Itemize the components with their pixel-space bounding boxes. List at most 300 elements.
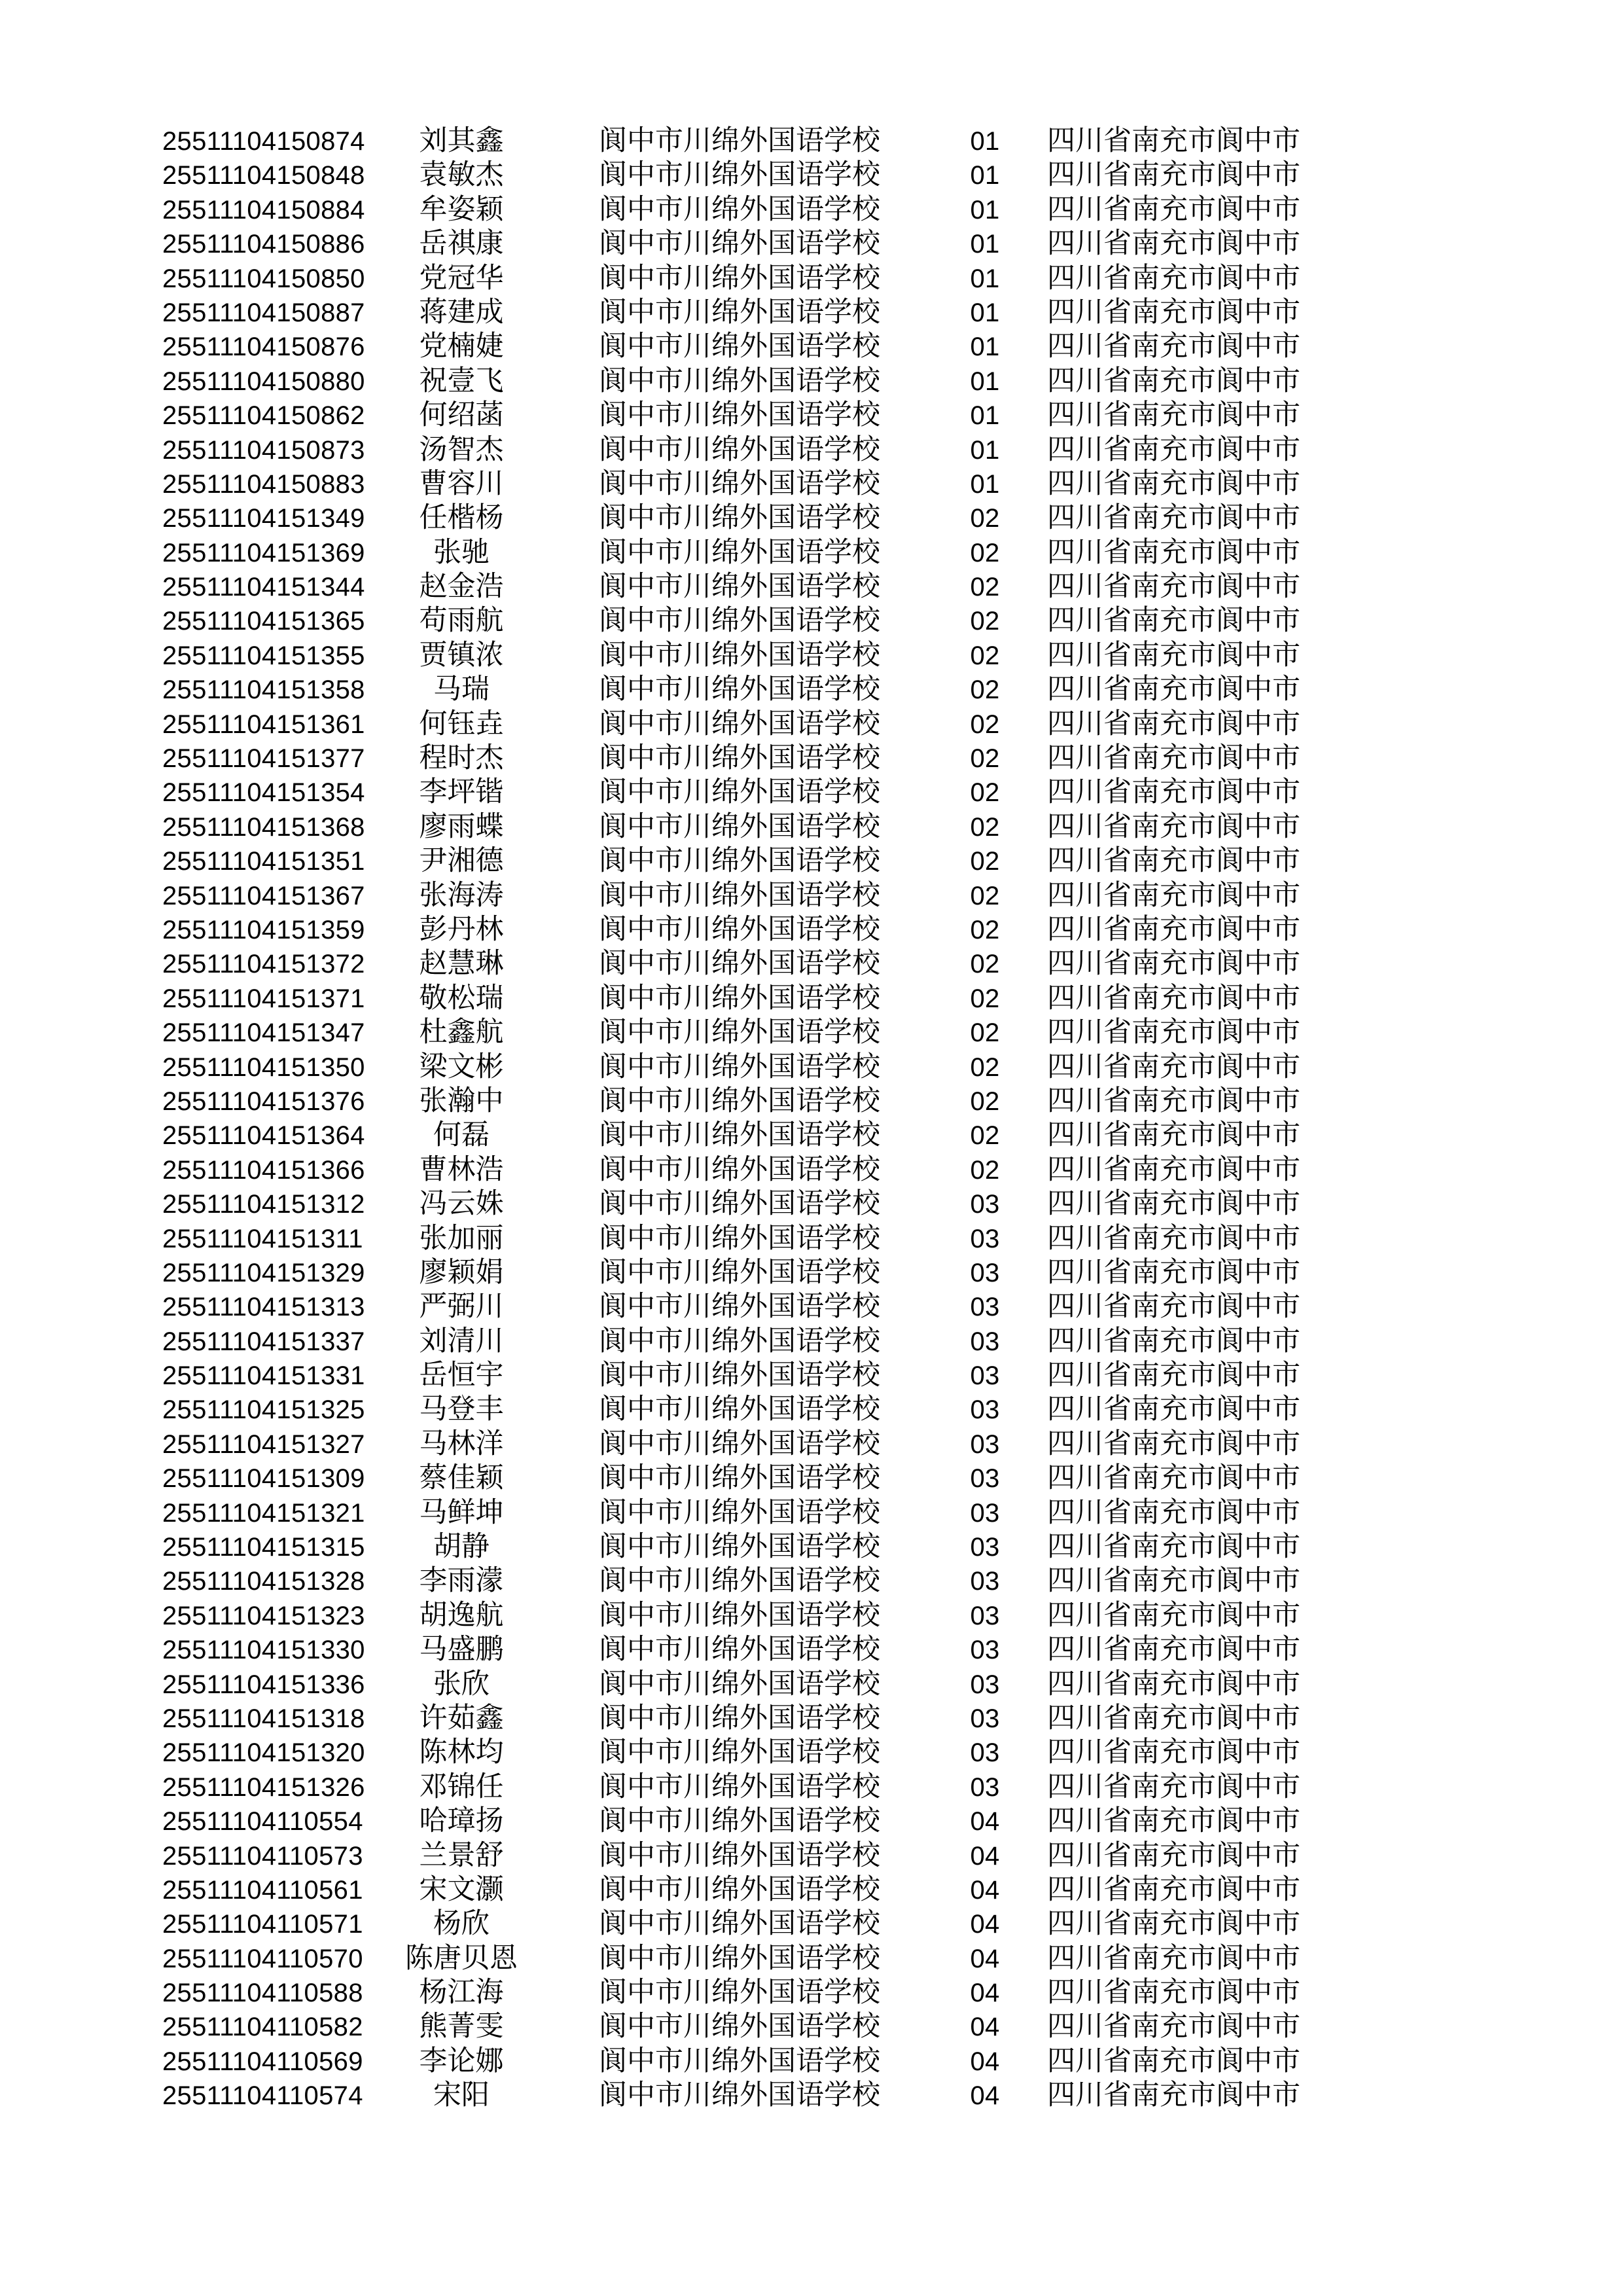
location-cell: 四川省南充市阆中市 [1047,160,1300,191]
class-number-cell: 02 [970,1086,1000,1116]
student-name-cell: 杨欣 [433,1909,490,1940]
student-id-cell: 25511104110570 [162,1944,363,1973]
location-cell: 四川省南充市阆中市 [1047,2011,1300,2043]
student-name-cell: 马鲜坤 [419,1497,504,1528]
student-name-cell: 岳恒宇 [419,1360,504,1391]
school-name-cell: 阆中市川绵外国语学校 [599,777,880,808]
school-name-cell: 阆中市川绵外国语学校 [599,1702,880,1734]
table-row [0,330,1623,364]
table-row [0,1702,1623,1736]
table-row [0,227,1623,261]
school-name-cell: 阆中市川绵外国语学校 [599,1051,880,1083]
table-row [0,1222,1623,1256]
student-id-cell: 25511104150876 [162,332,365,362]
student-name-cell: 马林洋 [419,1428,504,1460]
class-number-cell: 04 [970,2047,1000,2076]
table-row [0,193,1623,227]
student-id-cell: 25511104151336 [162,1670,365,1699]
class-number-cell: 02 [970,950,1000,979]
school-name-cell: 阆中市川绵外国语学校 [599,537,880,568]
school-name-cell: 阆中市川绵外国语学校 [599,1806,880,1837]
student-id-cell: 25511104150880 [162,367,365,396]
class-number-cell: 03 [970,1601,1000,1630]
student-name-cell: 宋阳 [433,2080,490,2111]
school-name-cell: 阆中市川绵外国语学校 [599,1360,880,1391]
class-number-cell: 02 [970,1018,1000,1048]
table-row [0,879,1623,913]
student-id-cell: 25511104151328 [162,1567,365,1596]
class-number-cell: 02 [970,504,1000,533]
school-name-cell: 阆中市川绵外国语学校 [599,1668,880,1700]
student-id-cell: 25511104151326 [162,1772,365,1802]
school-name-cell: 阆中市川绵外国语学校 [599,503,880,534]
table-row [0,673,1623,707]
student-id-cell: 25511104150886 [162,230,365,259]
class-number-cell: 03 [970,1224,1000,1253]
student-name-cell: 赵慧琳 [419,948,504,980]
student-id-cell: 25511104110571 [162,1910,363,1939]
location-cell: 四川省南充市阆中市 [1047,1702,1300,1734]
student-name-cell: 祝壹飞 [419,365,504,397]
student-id-cell: 25511104151359 [162,915,365,944]
table-row [0,1839,1623,1873]
location-cell: 四川省南充市阆中市 [1047,1154,1300,1185]
student-id-cell: 25511104151330 [162,1636,365,1665]
school-name-cell: 阆中市川绵外国语学校 [599,982,880,1014]
student-name-cell: 哈璋扬 [419,1806,504,1837]
student-name-cell: 尹湘德 [419,846,504,877]
class-number-cell: 02 [970,1121,1000,1151]
student-name-cell: 苟雨航 [419,605,504,637]
student-id-cell: 25511104151361 [162,709,365,739]
school-name-cell: 阆中市川绵外国语学校 [599,1291,880,1323]
class-number-cell: 02 [970,847,1000,876]
student-id-cell: 25511104150850 [162,264,365,293]
class-number-cell: 01 [970,298,1000,327]
student-id-cell: 25511104151351 [162,847,365,876]
student-name-cell: 廖雨蝶 [419,811,504,842]
table-row [0,570,1623,604]
school-name-cell: 阆中市川绵外国语学校 [599,1771,880,1803]
location-cell: 四川省南充市阆中市 [1047,1085,1300,1117]
table-row [0,2010,1623,2044]
table-row [0,1564,1623,1598]
location-cell: 四川省南充市阆中市 [1047,1806,1300,1837]
school-name-cell: 阆中市川绵外国语学校 [599,2045,880,2077]
location-cell: 四川省南充市阆中市 [1047,434,1300,465]
school-name-cell: 阆中市川绵外国语学校 [599,468,880,499]
location-cell: 四川省南充市阆中市 [1047,982,1300,1014]
student-name-cell: 杨江海 [419,1977,504,2009]
student-name-cell: 杜鑫航 [419,1017,504,1049]
table-row [0,296,1623,330]
student-id-cell: 25511104150883 [162,469,365,499]
class-number-cell: 02 [970,641,1000,670]
location-cell: 四川省南充市阆中市 [1047,1325,1300,1357]
location-cell: 四川省南充市阆中市 [1047,743,1300,774]
student-name-cell: 党冠华 [419,262,504,294]
student-id-cell: 25511104151315 [162,1533,365,1562]
table-row [0,1359,1623,1393]
school-name-cell: 阆中市川绵外国语学校 [599,1840,880,1871]
school-name-cell: 阆中市川绵外国语学校 [599,743,880,774]
table-row [0,708,1623,742]
location-cell: 四川省南充市阆中市 [1047,1257,1300,1288]
location-cell: 四川省南充市阆中市 [1047,1497,1300,1528]
school-name-cell: 阆中市川绵外国语学校 [599,126,880,156]
school-name-cell: 阆中市川绵外国语学校 [599,1909,880,1940]
class-number-cell: 04 [970,1841,1000,1871]
location-cell: 四川省南充市阆中市 [1047,1394,1300,1426]
student-id-cell: 25511104151337 [162,1327,365,1356]
student-name-cell: 胡静 [433,1532,490,1563]
table-row [0,124,1623,158]
school-name-cell: 阆中市川绵外国语学校 [599,914,880,945]
student-id-cell: 25511104151320 [162,1738,365,1768]
student-name-cell: 曹林浩 [419,1154,504,1185]
school-name-cell: 阆中市川绵外国语学校 [599,674,880,706]
location-cell: 四川省南充市阆中市 [1047,194,1300,225]
location-cell: 四川省南充市阆中市 [1047,1874,1300,1905]
school-name-cell: 阆中市川绵外国语学校 [599,1977,880,2009]
student-id-cell: 25511104110588 [162,1979,363,2008]
student-id-cell: 25511104151344 [162,573,365,602]
location-cell: 四川省南充市阆中市 [1047,1634,1300,1666]
location-cell: 四川省南充市阆中市 [1047,708,1300,740]
student-name-cell: 严弼川 [419,1291,504,1323]
student-name-cell: 李坪锴 [419,777,504,808]
class-number-cell: 03 [970,1498,1000,1528]
student-name-cell: 陈林均 [419,1737,504,1768]
table-row [0,262,1623,296]
school-name-cell: 阆中市川绵外国语学校 [599,1257,880,1288]
student-id-cell: 25511104151311 [162,1224,363,1253]
student-name-cell: 马盛鹏 [419,1634,504,1666]
student-id-cell: 25511104151327 [162,1429,365,1459]
class-number-cell: 02 [970,1155,1000,1185]
school-name-cell: 阆中市川绵外国语学校 [599,2080,880,2111]
student-name-cell: 袁敏杰 [419,160,504,191]
student-id-cell: 25511104151365 [162,607,365,636]
student-name-cell: 许茹鑫 [419,1702,504,1734]
class-number-cell: 03 [970,1361,1000,1391]
location-cell: 四川省南充市阆中市 [1047,605,1300,637]
table-row [0,604,1623,638]
student-id-cell: 25511104110561 [162,1875,363,1905]
table-row [0,810,1623,844]
school-name-cell: 阆中市川绵外国语学校 [599,1532,880,1563]
table-row [0,1427,1623,1462]
class-number-cell: 03 [970,1293,1000,1322]
school-name-cell: 阆中市川绵外国语学校 [599,228,880,260]
class-number-cell: 04 [970,1807,1000,1837]
class-number-cell: 03 [970,1464,1000,1494]
school-name-cell: 阆中市川绵外国语学校 [599,1874,880,1905]
school-name-cell: 阆中市川绵外国语学校 [599,639,880,671]
student-name-cell: 贾镇浓 [419,639,504,671]
location-cell: 四川省南充市阆中市 [1047,503,1300,534]
location-cell: 四川省南充市阆中市 [1047,1051,1300,1083]
location-cell: 四川省南充市阆中市 [1047,228,1300,260]
table-row [0,1462,1623,1496]
table-row [0,1050,1623,1085]
table-row [0,536,1623,570]
school-name-cell: 阆中市川绵外国语学校 [599,365,880,397]
student-id-cell: 25511104150884 [162,195,365,224]
table-row [0,467,1623,501]
student-name-cell: 梁文彬 [419,1051,504,1083]
class-number-cell: 04 [970,1944,1000,1973]
school-name-cell: 阆中市川绵外国语学校 [599,708,880,740]
school-name-cell: 阆中市川绵外国语学校 [599,571,880,603]
location-cell: 四川省南充市阆中市 [1047,468,1300,499]
student-id-cell: 25511104151312 [162,1190,365,1219]
class-number-cell: 02 [970,881,1000,910]
location-cell: 四川省南充市阆中市 [1047,1223,1300,1254]
student-name-cell: 李论娜 [419,2045,504,2077]
school-name-cell: 阆中市川绵外国语学校 [599,262,880,294]
student-id-cell: 25511104151355 [162,641,365,670]
student-id-cell: 25511104110582 [162,2013,363,2042]
table-row [0,399,1623,433]
location-cell: 四川省南充市阆中市 [1047,1909,1300,1940]
location-cell: 四川省南充市阆中市 [1047,1360,1300,1391]
school-name-cell: 阆中市川绵外国语学校 [599,400,880,431]
student-id-cell: 25511104150887 [162,298,365,327]
student-id-cell: 25511104151366 [162,1155,365,1185]
school-name-cell: 阆中市川绵外国语学校 [599,1325,880,1357]
school-name-cell: 阆中市川绵外国语学校 [599,160,880,191]
table-row [0,433,1623,467]
student-name-cell: 张海涛 [419,880,504,911]
student-name-cell: 汤智杰 [419,434,504,465]
student-name-cell: 岳祺康 [419,228,504,260]
student-name-cell: 冯云姝 [419,1189,504,1220]
class-number-cell: 01 [970,435,1000,465]
table-row [0,1873,1623,1907]
table-row [0,1907,1623,1941]
student-id-cell: 25511104150862 [162,401,365,431]
student-id-cell: 25511104151349 [162,504,365,533]
table-row [0,1668,1623,1702]
school-name-cell: 阆中市川绵外国语学校 [599,1463,880,1494]
class-number-cell: 01 [970,469,1000,499]
location-cell: 四川省南充市阆中市 [1047,674,1300,706]
class-number-cell: 02 [970,709,1000,739]
school-name-cell: 阆中市川绵外国语学校 [599,1154,880,1185]
student-id-cell: 25511104151368 [162,812,365,842]
student-id-cell: 25511104151369 [162,538,365,567]
student-id-cell: 25511104151313 [162,1293,365,1322]
class-number-cell: 02 [970,915,1000,944]
student-id-cell: 25511104151367 [162,881,365,910]
class-number-cell: 03 [970,1738,1000,1768]
class-number-cell: 04 [970,1979,1000,2008]
student-name-cell: 张驰 [433,537,490,568]
location-cell: 四川省南充市阆中市 [1047,1737,1300,1768]
student-name-cell: 熊菁雯 [419,2011,504,2043]
table-row [0,982,1623,1016]
class-number-cell: 01 [970,264,1000,293]
school-name-cell: 阆中市川绵外国语学校 [599,1737,880,1768]
table-row [0,1496,1623,1530]
class-number-cell: 03 [970,1636,1000,1665]
school-name-cell: 阆中市川绵外国语学校 [599,811,880,842]
table-row [0,1393,1623,1427]
student-name-cell: 何绍菡 [419,400,504,431]
student-id-cell: 25511104151371 [162,984,365,1013]
student-name-cell: 胡逸航 [419,1600,504,1631]
location-cell: 四川省南充市阆中市 [1047,1189,1300,1220]
student-id-cell: 25511104151354 [162,778,365,808]
class-number-cell: 01 [970,230,1000,259]
school-name-cell: 阆中市川绵外国语学校 [599,296,880,328]
table-row [0,1770,1623,1804]
class-number-cell: 02 [970,1052,1000,1082]
class-number-cell: 01 [970,401,1000,431]
student-table [0,124,1623,2113]
student-name-cell: 宋文灏 [419,1874,504,1905]
class-number-cell: 03 [970,1327,1000,1356]
student-id-cell: 25511104151350 [162,1052,365,1082]
student-name-cell: 刘清川 [419,1325,504,1357]
student-name-cell: 张加丽 [419,1223,504,1254]
school-name-cell: 阆中市川绵外国语学校 [599,1634,880,1666]
class-number-cell: 02 [970,984,1000,1013]
school-name-cell: 阆中市川绵外国语学校 [599,1189,880,1220]
school-name-cell: 阆中市川绵外国语学校 [599,1120,880,1151]
location-cell: 四川省南充市阆中市 [1047,846,1300,877]
student-name-cell: 廖颖娟 [419,1257,504,1288]
school-name-cell: 阆中市川绵外国语学校 [599,1600,880,1631]
location-cell: 四川省南充市阆中市 [1047,1566,1300,1597]
class-number-cell: 03 [970,1670,1000,1699]
class-number-cell: 01 [970,367,1000,396]
student-name-cell: 马瑞 [433,674,490,706]
class-number-cell: 02 [970,778,1000,808]
table-row [0,1804,1623,1839]
table-row [0,1290,1623,1324]
location-cell: 四川省南充市阆中市 [1047,1291,1300,1323]
table-row [0,1325,1623,1359]
table-row [0,2079,1623,2113]
class-number-cell: 04 [970,1910,1000,1939]
class-number-cell: 03 [970,1429,1000,1459]
student-name-cell: 张瀚中 [419,1085,504,1117]
student-id-cell: 25511104151377 [162,744,365,774]
class-number-cell: 04 [970,1875,1000,1905]
location-cell: 四川省南充市阆中市 [1047,1600,1300,1631]
student-id-cell: 25511104150848 [162,161,365,190]
school-name-cell: 阆中市川绵外国语学校 [599,1566,880,1597]
student-name-cell: 彭丹林 [419,914,504,945]
student-name-cell: 何磊 [433,1120,490,1151]
table-row [0,1633,1623,1667]
table-row [0,1016,1623,1050]
class-number-cell: 01 [970,161,1000,190]
class-number-cell: 02 [970,675,1000,705]
student-id-cell: 25511104151347 [162,1018,365,1048]
location-cell: 四川省南充市阆中市 [1047,1668,1300,1700]
school-name-cell: 阆中市川绵外国语学校 [599,1223,880,1254]
table-row [0,639,1623,673]
student-name-cell: 党楠婕 [419,331,504,363]
student-name-cell: 兰景舒 [419,1840,504,1871]
table-row [0,947,1623,981]
location-cell: 四川省南充市阆中市 [1047,880,1300,911]
location-cell: 四川省南充市阆中市 [1047,126,1300,156]
student-name-cell: 张欣 [433,1668,490,1700]
class-number-cell: 03 [970,1190,1000,1219]
school-name-cell: 阆中市川绵外国语学校 [599,1017,880,1049]
class-number-cell: 01 [970,195,1000,224]
student-id-cell: 25511104151376 [162,1086,365,1116]
location-cell: 四川省南充市阆中市 [1047,331,1300,363]
student-id-cell: 25511104151325 [162,1395,365,1425]
table-row [0,158,1623,192]
student-name-cell: 程时杰 [419,743,504,774]
school-name-cell: 阆中市川绵外国语学校 [599,331,880,363]
school-name-cell: 阆中市川绵外国语学校 [599,1497,880,1528]
location-cell: 四川省南充市阆中市 [1047,296,1300,328]
table-row [0,1599,1623,1633]
class-number-cell: 02 [970,744,1000,774]
location-cell: 四川省南充市阆中市 [1047,1120,1300,1151]
location-cell: 四川省南充市阆中市 [1047,537,1300,568]
student-id-cell: 25511104110573 [162,1841,363,1871]
table-row [0,844,1623,878]
table-row [0,1530,1623,1564]
student-name-cell: 蔡佳颖 [419,1463,504,1494]
school-name-cell: 阆中市川绵外国语学校 [599,434,880,465]
table-row [0,1153,1623,1187]
school-name-cell: 阆中市川绵外国语学校 [599,605,880,637]
student-id-cell: 25511104151309 [162,1464,365,1494]
student-id-cell: 25511104151372 [162,950,365,979]
table-row [0,1736,1623,1770]
table-row [0,501,1623,535]
school-name-cell: 阆中市川绵外国语学校 [599,1428,880,1460]
table-row [0,742,1623,776]
student-id-cell: 25511104151318 [162,1704,365,1733]
class-number-cell: 04 [970,2081,1000,2111]
student-id-cell: 25511104110554 [162,1807,363,1837]
student-name-cell: 赵金浩 [419,571,504,603]
location-cell: 四川省南充市阆中市 [1047,1771,1300,1803]
location-cell: 四川省南充市阆中市 [1047,400,1300,431]
location-cell: 四川省南充市阆中市 [1047,1943,1300,1974]
class-number-cell: 01 [970,127,1000,156]
location-cell: 四川省南充市阆中市 [1047,365,1300,397]
school-name-cell: 阆中市川绵外国语学校 [599,1394,880,1426]
school-name-cell: 阆中市川绵外国语学校 [599,880,880,911]
location-cell: 四川省南充市阆中市 [1047,811,1300,842]
location-cell: 四川省南充市阆中市 [1047,1017,1300,1049]
table-row [0,1085,1623,1119]
student-id-cell: 25511104151321 [162,1498,365,1528]
location-cell: 四川省南充市阆中市 [1047,2045,1300,2077]
student-name-cell: 牟姿颖 [419,194,504,225]
location-cell: 四川省南充市阆中市 [1047,1428,1300,1460]
table-row [0,1256,1623,1290]
school-name-cell: 阆中市川绵外国语学校 [599,1943,880,1974]
school-name-cell: 阆中市川绵外国语学校 [599,1085,880,1117]
table-row [0,2045,1623,2079]
table-row [0,365,1623,399]
student-name-cell: 邓锦任 [419,1771,504,1803]
school-name-cell: 阆中市川绵外国语学校 [599,2011,880,2043]
student-id-cell: 25511104151331 [162,1361,365,1391]
